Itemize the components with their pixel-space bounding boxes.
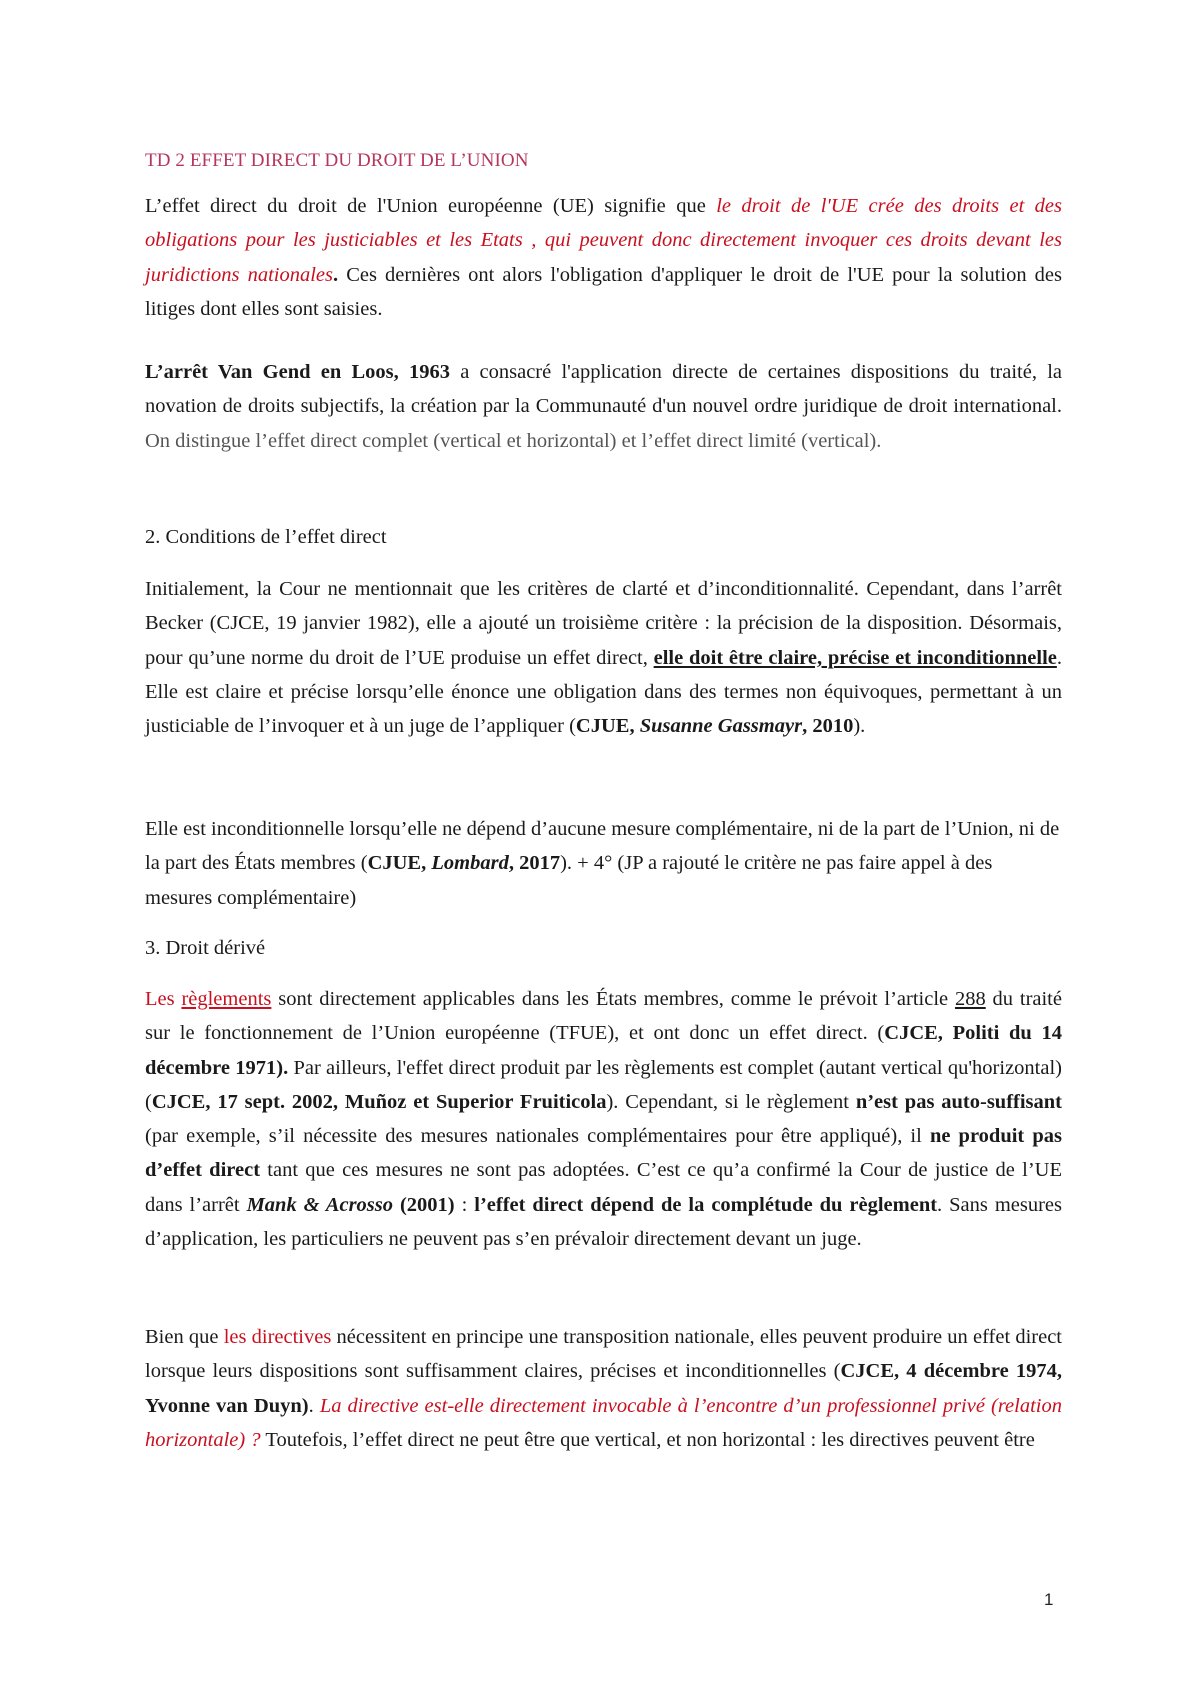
- case-reference: CJCE, 4 décembre 1974, Yvonne van Duyn): [145, 1360, 1062, 1417]
- document-page: [145, 0, 1062, 1698]
- text-run: .: [333, 263, 347, 286]
- conditions-paragraph: [145, 572, 1062, 743]
- case-reference: (2001): [393, 1193, 455, 1216]
- text-run: (par exemple, s’il nécessite des mesures nationales complémentaires pour être appliqué), il: [145, 1125, 930, 1148]
- highlighted-definition: le droit de l'UE crée des droits et des obligations pour les justiciables et les Etats , qui peuvent donc directement invoquer ces droits devant les juridictions nationales: [145, 195, 1063, 286]
- case-reference: CJCE, 17 sept. 2002, Muñoz et Superior Fruiticola: [151, 1090, 607, 1113]
- text-run: Bien que: [145, 1326, 224, 1348]
- red-term: Les: [145, 988, 182, 1010]
- text-run: Toutefois, l’effet direct ne peut être que vertical, et non horizontal : les directives peuvent être: [260, 1428, 1035, 1451]
- text-run: nécessitent en principe une transposition nationale, elles peuvent produire un effet direct lorsque leurs dispositions sont suffisamment claires, précises et inconditionnelles (: [145, 1326, 1062, 1383]
- text-run: sont directement applicables dans les États membres, comme le prévoit l’article: [271, 988, 955, 1010]
- section-heading-droit-derive: 3. Droit dérivé: [145, 937, 266, 959]
- text-run: Ces dernières ont alors l'obligation d'appliquer le droit de l'UE pour la solution des litiges dont elles sont saisies.: [145, 263, 1063, 320]
- text-run: . Sans mesures d’application, les particuliers ne peuvent pas s’en prévaloir directement devant un juge.: [145, 1193, 1062, 1251]
- red-term-underlined: règlements: [181, 988, 272, 1010]
- intro-paragraph: [145, 189, 1062, 326]
- case-name: Lombard: [431, 852, 509, 875]
- bold-emphasis: l’effet direct dépend de la complétude du règlement: [474, 1193, 938, 1216]
- bold-emphasis: n’est pas auto-suffisant: [855, 1090, 1063, 1113]
- text-run: :: [454, 1193, 475, 1216]
- text-run: du traité sur le fonctionnement de l’Union européenne (TFUE), et ont donc un effet direct. (: [145, 988, 1062, 1045]
- text-run: Par ailleurs, l'effet direct produit par les règlements est complet (autant vertical qu'horizontal) (: [145, 1056, 1062, 1113]
- case-name: Mank & Acrosso: [246, 1193, 393, 1216]
- muted-text: On distingue l’effet direct complet (vertical et horizontal) et l’effet direct limité (vertical).: [145, 429, 882, 452]
- text-run: ).: [853, 715, 866, 738]
- bold-emphasis: ne produit pas d’effet direct: [145, 1125, 1062, 1182]
- section-heading-conditions: 2. Conditions de l’effet direct: [145, 526, 387, 548]
- case-reference: CJCE, Politi du 14 décembre 1971).: [145, 1022, 1062, 1079]
- article-reference: 288: [954, 988, 986, 1010]
- text-run: . Elle est claire et précise lorsqu’elle énonce une obligation dans des termes non équivoques, permettant à un justiciable de l’invoquer et à un juge de l’appliquer (: [145, 646, 1062, 738]
- text-run: L’effet direct du droit de l'Union européenne (UE) signifie que: [145, 195, 717, 217]
- text-run: a consacré l'application directe de certaines dispositions du traité, la novation de droits subjectifs, la création par la Communauté d'un nouvel ordre juridique de droit international.: [145, 361, 1062, 418]
- page-number: 1: [1044, 1590, 1054, 1609]
- text-run: ). Cependant, si le règlement: [606, 1090, 856, 1113]
- text-run: ). + 4° (JP a rajouté le critère ne pas faire appel à des mesures complémentaire): [145, 852, 993, 909]
- case-name: Susanne Gassmayr: [639, 715, 803, 738]
- red-term: les directives: [223, 1326, 332, 1348]
- case-reference: CJUE,: [367, 852, 432, 875]
- van-gend-paragraph: [145, 355, 1062, 458]
- case-reference: , 2017: [508, 852, 561, 875]
- directives-paragraph: [145, 1320, 1062, 1457]
- red-question: La directive est-elle directement invocable à l’encontre d’un professionnel privé (relation horizontale) ?: [145, 1394, 1062, 1451]
- text-run: tant que ces mesures ne sont pas adoptées. C’est ce qu’a confirmé la Cour de justice de l’UE dans l’arrêt: [145, 1159, 1062, 1216]
- document-title: TD 2 EFFET DIRECT DU DROIT DE L’UNION: [145, 150, 529, 171]
- text-run: Elle est inconditionnelle lorsqu’elle ne dépend d’aucune mesure complémentaire, ni de la part de l’Union, ni de la part des États membres (: [145, 818, 1060, 875]
- criteria-emphasis: elle doit être claire, précise et inconditionnelle: [653, 646, 1057, 669]
- case-reference: , 2010: [802, 715, 854, 738]
- reglements-paragraph: [145, 982, 1062, 1256]
- case-reference: CJUE,: [575, 715, 640, 738]
- text-run: Initialement, la Cour ne mentionnait que les critères de clarté et d’inconditionnalité. Cependant, dans l’arrêt Becker (CJCE, 19 janvier 1982), elle a ajouté un troisième critère : la précision de la disposition. Désormais, pour qu’une norme du droit de l’UE produise un effet direct,: [145, 578, 1062, 669]
- text-run: .: [308, 1394, 320, 1417]
- case-reference: L’arrêt Van Gend en Loos, 1963: [145, 361, 450, 383]
- inconditionnel-paragraph: [145, 812, 1062, 915]
